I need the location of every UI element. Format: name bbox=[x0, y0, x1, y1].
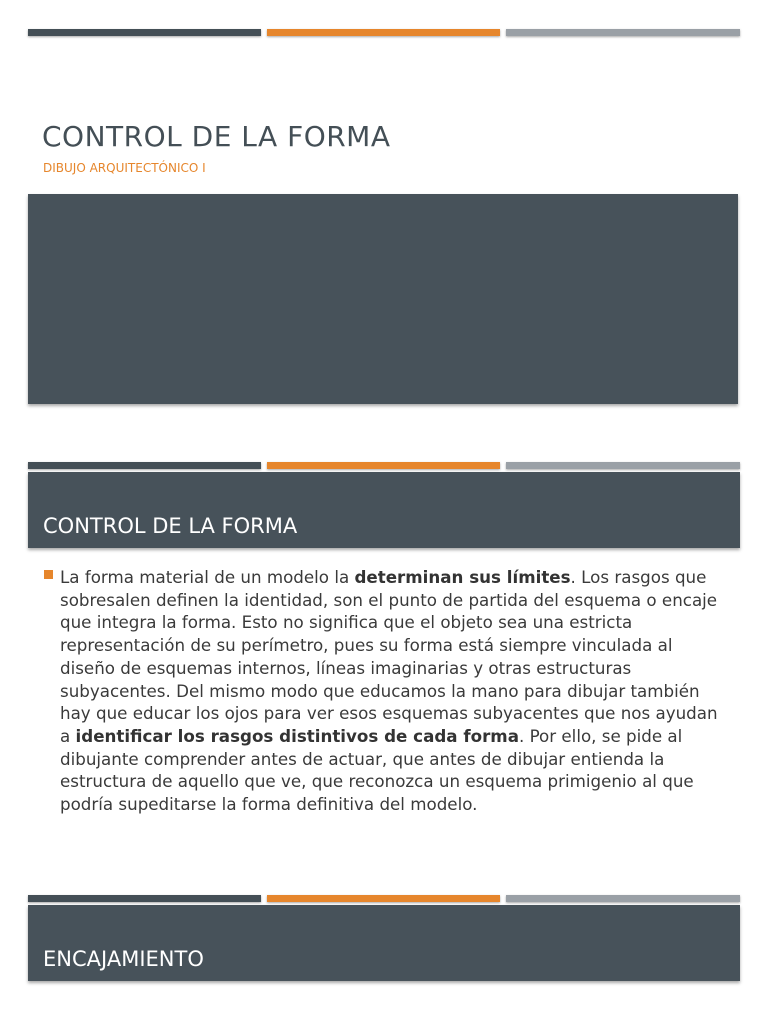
slide3-accent-bars bbox=[28, 895, 740, 902]
slide2-header bbox=[28, 472, 740, 548]
slide3-title: ENCAJAMIENTO bbox=[43, 947, 204, 971]
bullet-item bbox=[44, 566, 728, 816]
accent-bar-dark bbox=[28, 29, 261, 36]
accent-bar-orange bbox=[267, 462, 500, 469]
accent-bar-orange bbox=[267, 895, 500, 902]
slide3-header bbox=[28, 905, 740, 981]
accent-bar-dark bbox=[28, 462, 261, 469]
accent-bar-orange bbox=[267, 29, 500, 36]
accent-bar-gray bbox=[506, 462, 740, 469]
paragraph-text-2: . Los rasgos que sobresalen definen la identidad, son el punto de partida del esquema o encaje que integra la forma. Esto no significa que el objeto sea una estricta representación de su perímetro, pues su forma está siempre vinculada al diseño de esquemas internos, líneas imaginarias y otras estructuras subyacentes. Del mismo modo que educamos la mano para dibujar también hay que educar los ojos para ver esos esquemas subyacentes que nos ayudan a bbox=[60, 567, 718, 746]
paragraph-text-1: La forma material de un modelo la bbox=[60, 567, 355, 587]
square-bullet-icon bbox=[44, 570, 53, 579]
accent-bar-gray bbox=[506, 895, 740, 902]
accent-bar-dark bbox=[28, 895, 261, 902]
paragraph-bold-2: identificar los rasgos distintivos de cada forma bbox=[75, 725, 519, 746]
paragraph-text-3: . Por ello, se pide al dibujante comprender antes de actuar, que antes de dibujar entienda la estructura de aquello que ve, que reconozca un esquema primigenio al que podría supeditarse la forma definitiva del modelo. bbox=[60, 725, 694, 815]
slide1-accent-bars bbox=[28, 29, 740, 36]
slide2-content bbox=[44, 566, 728, 816]
bullet-paragraph bbox=[60, 566, 728, 816]
paragraph-bold-1: determinan sus límites bbox=[354, 567, 571, 587]
slide1-dark-panel bbox=[28, 194, 738, 404]
slide2-accent-bars bbox=[28, 462, 740, 469]
slide1-title: CONTROL DE LA FORMA bbox=[42, 120, 391, 153]
slide2-title: CONTROL DE LA FORMA bbox=[43, 514, 298, 538]
accent-bar-gray bbox=[506, 29, 740, 36]
slide1-subtitle: DIBUJO ARQUITECTÓNICO I bbox=[43, 161, 206, 175]
